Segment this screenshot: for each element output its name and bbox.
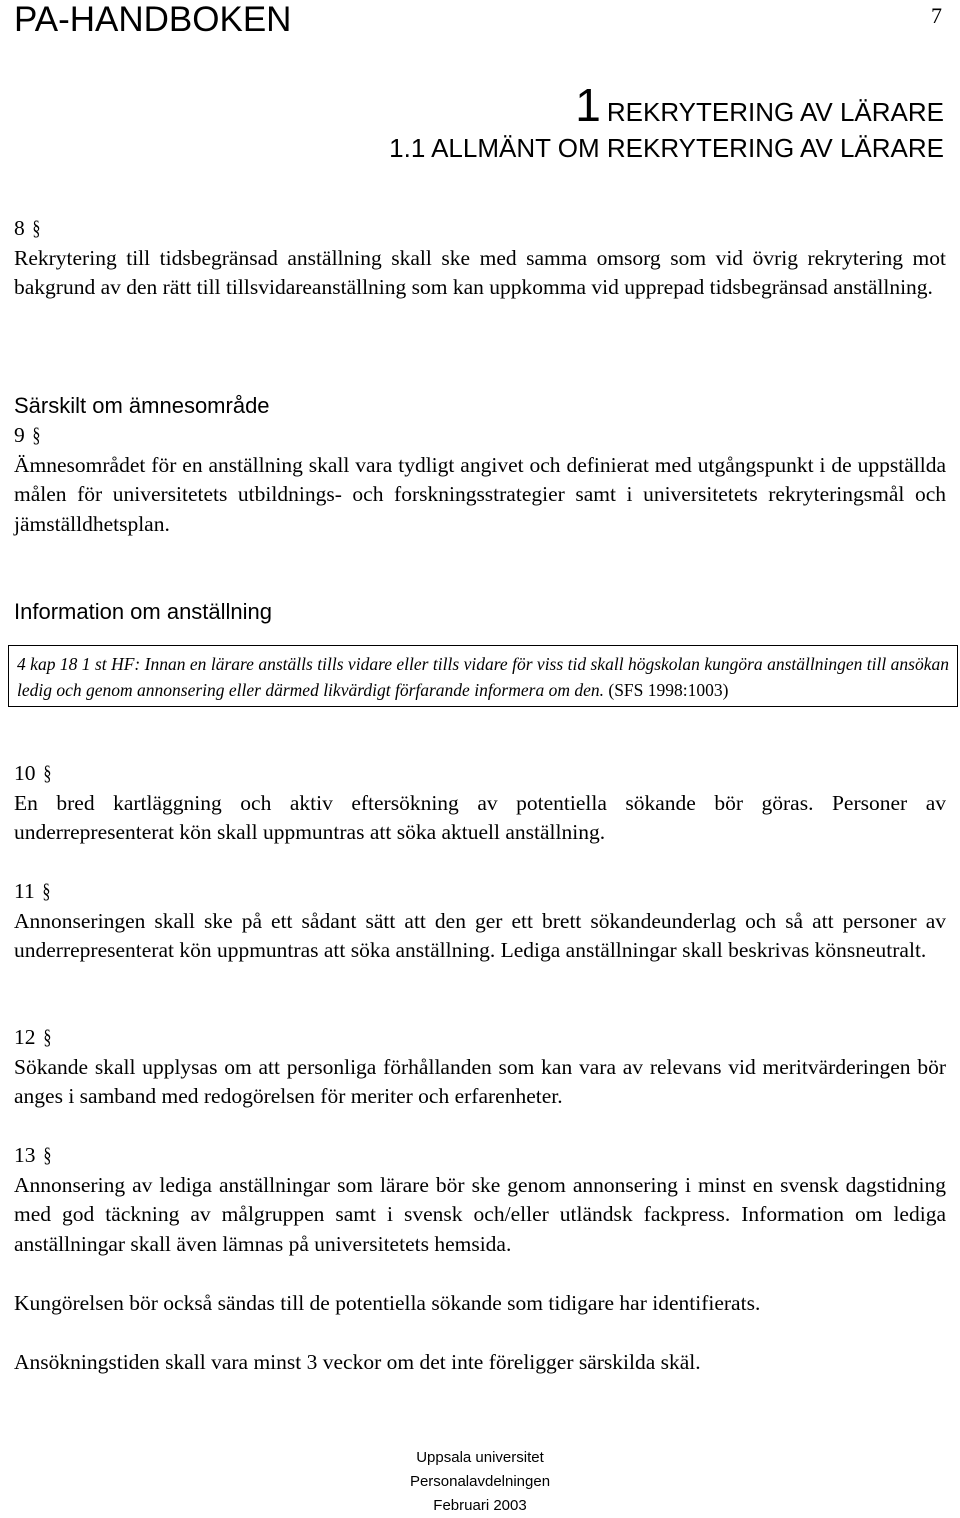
section-number: 8 § xyxy=(14,214,946,244)
section-13 xyxy=(14,1141,946,1259)
section-text: Ämnesområdet för en anställning skall vara tydligt angivet och definierat med utgångspunkt i de uppställda målen för universitetets utbildnings- och forskningsstrategier samt i universitetets rekryteringsmål och jämställdhetsplan. xyxy=(14,452,946,536)
section-text: Sökande skall upplysas om att personliga förhållanden som kan vara av relevans vid meritvärderingen bör anges i samband med redogörelsen för meriter och erfarenheter. xyxy=(14,1054,946,1108)
page-number: 7 xyxy=(931,3,942,28)
section-symbol: § xyxy=(42,761,51,785)
chapter-title: REKRYTERING AV LÄRARE xyxy=(606,97,944,127)
footer-institution: Uppsala universitet xyxy=(416,1449,544,1466)
section-symbol: § xyxy=(32,423,41,447)
section-10 xyxy=(14,759,946,848)
section-number: 13 § xyxy=(14,1141,946,1171)
section-number: 10 § xyxy=(14,759,946,789)
law-quote-box xyxy=(8,645,958,707)
footer-department: Personalavdelningen xyxy=(409,1473,551,1490)
footer-date: Februari 2003 xyxy=(433,1497,527,1514)
section-11 xyxy=(14,877,946,966)
subchapter-heading: 1.1 ALLMÄNT OM REKRYTERING AV LÄRARE xyxy=(389,133,944,163)
section-text: Ansökningstiden skall vara minst 3 veckor om det inte föreligger särskilda skäl. xyxy=(14,1350,701,1374)
section-number: 9 § xyxy=(14,421,946,451)
section-12 xyxy=(14,1023,946,1112)
section-9 xyxy=(14,421,946,539)
section-symbol: § xyxy=(42,1025,51,1049)
section-13-paragraph-3 xyxy=(14,1348,946,1378)
section-number: 11 § xyxy=(14,877,946,907)
section-8 xyxy=(14,214,946,303)
section-text: En bred kartläggning och aktiv eftersökning av potentiella sökande bör göras. Personer av underrepresenterat kön skall uppmuntras att söka aktuell anställning. xyxy=(14,790,946,844)
section-symbol: § xyxy=(42,879,51,903)
section-number: 12 § xyxy=(14,1023,946,1053)
law-reference: (SFS 1998:1003) xyxy=(608,680,729,700)
section-symbol: § xyxy=(32,216,41,240)
law-quote-text: 4 kap 18 1 st HF: Innan en lärare anställs tills vidare eller tills vidare för viss tid skall högskolan kungöra anställningen till ansökan ledig och genom annonsering eller därmed likvärdigt förfarande informera om den. (SFS 1998:1003) xyxy=(17,654,949,700)
section-text: Annonsering av lediga anställningar som lärare bör ske genom annonsering i minst en svensk dagstidning med god täckning av målgruppen samt i svensk och/eller utländsk fackpress. Information om lediga anställningar skall även lämnas på universitetets hemsida. xyxy=(14,1172,946,1256)
section-13-paragraph-2 xyxy=(14,1289,946,1319)
section-symbol: § xyxy=(42,1143,51,1167)
section-text: Annonseringen skall ske på ett sådant sätt att den ger ett brett sökandeunderlag och så att personer av underrepresenterat kön uppmuntras att söka anställning. Lediga anställningar skall beskrivas könsneutralt. xyxy=(14,908,946,962)
document-title: PA-HANDBOKEN xyxy=(14,0,292,39)
heading-information: Information om anställning xyxy=(14,599,273,624)
section-text: Rekrytering till tidsbegränsad anställning skall ske med samma omsorg som vid övrig rekrytering mot bakgrund av den rätt till tillsvidareanställning som kan uppkomma vid upprepad tidsbegränsad anställning. xyxy=(14,245,946,299)
section-text: Kungörelsen bör också sändas till de potentiella sökande som tidigare har identifierats. xyxy=(14,1291,761,1315)
chapter-heading xyxy=(575,80,944,137)
chapter-number: 1 xyxy=(575,79,601,131)
heading-amnesomrade: Särskilt om ämnesområde xyxy=(14,393,270,418)
